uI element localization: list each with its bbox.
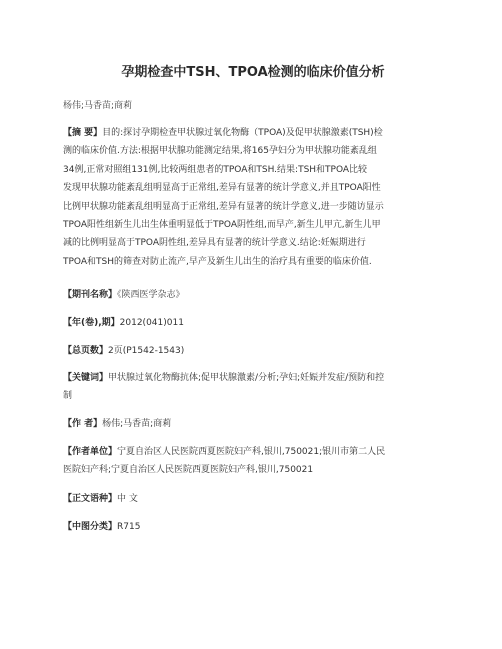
affiliation-value: 宁夏自治区人民医院西夏医院妇产科,银川,750021;银川市第二人民: [117, 447, 386, 457]
language-value: 中 文: [117, 494, 138, 504]
year-label: 【年(卷),期】: [63, 318, 120, 328]
author-label: 【作 者】: [63, 419, 103, 429]
keywords-label: 【关键词】: [63, 373, 109, 383]
pages-value: 2页(P1542-1543): [108, 346, 185, 356]
pages-field: [63, 342, 435, 360]
abstract-line: TPOA阳性组新生儿出生体重明显低于TPOA阴性组,而早产,新生儿甲亢,新生儿甲: [63, 219, 381, 230]
classification-field: [63, 518, 435, 536]
affiliation-value-continued: 医院妇产科;宁夏自治区人民医院西夏医院妇产科,银川,750021: [63, 465, 314, 476]
year-value: 2012(041)011: [119, 318, 184, 328]
language-field: [63, 490, 435, 508]
abstract-label: 【摘 要】: [63, 128, 103, 138]
document-title: 孕期检查中TSH、TPOA检测的临床价值分析: [121, 65, 385, 80]
journal-value: 《陕西医学杂志》: [117, 290, 185, 300]
keywords-value: 甲状腺过氧化物酶抗体;促甲状腺激素/分析;孕妇;妊娠并发症/预防和控: [108, 373, 385, 383]
abstract-line: 目的:探讨孕期检查甲状腺过氧化物酶（TPOA)及促甲状腺激素(TSH)检: [102, 128, 383, 138]
author-byline: 杨伟;马香苗;商莉: [63, 101, 133, 111]
affiliation-field: [63, 443, 435, 480]
abstract-line: 34例,正常对照组131例,比较两组患者的TPOA和TSH.结果:TSH和TPOA比较: [63, 164, 368, 175]
keywords-field: [63, 369, 435, 406]
journal-label: 【期刊名称】: [63, 290, 118, 300]
abstract-line: TPOA和TSH的筛查对防止流产,早产及新生儿出生的治疗具有重要的临床价值.: [63, 256, 372, 267]
author-field: [63, 415, 435, 433]
abstract-line: 测的临床价值.方法:根据甲状腺功能测定结果,将165孕妇分为甲状腺功能紊乱组: [63, 146, 377, 157]
abstract-line: 比例甲状腺功能紊乱组明显高于正常组,差异有显著的统计学意义,进一步随访显示: [63, 201, 384, 212]
classification-value: R715: [117, 522, 141, 532]
keywords-value-continued: 制: [63, 391, 73, 402]
author-value: 杨伟;马香苗;商莉: [102, 419, 172, 429]
pages-label: 【总页数】: [63, 346, 109, 356]
year-field: [63, 314, 435, 332]
journal-field: [63, 286, 435, 304]
affiliation-label: 【作者单位】: [63, 447, 118, 457]
abstract-line: 减的比例明显高于TPOA阴性组,差异具有显著的统计学意义.结论:妊娠期进行: [63, 238, 366, 249]
language-label: 【正文语种】: [63, 494, 118, 504]
abstract-line: 发现甲状腺功能紊乱组明显高于正常组,差异有显著的统计学意义,并且TPOA阳性: [63, 183, 381, 194]
abstract-section: [63, 124, 435, 271]
classification-label: 【中图分类】: [63, 522, 118, 532]
